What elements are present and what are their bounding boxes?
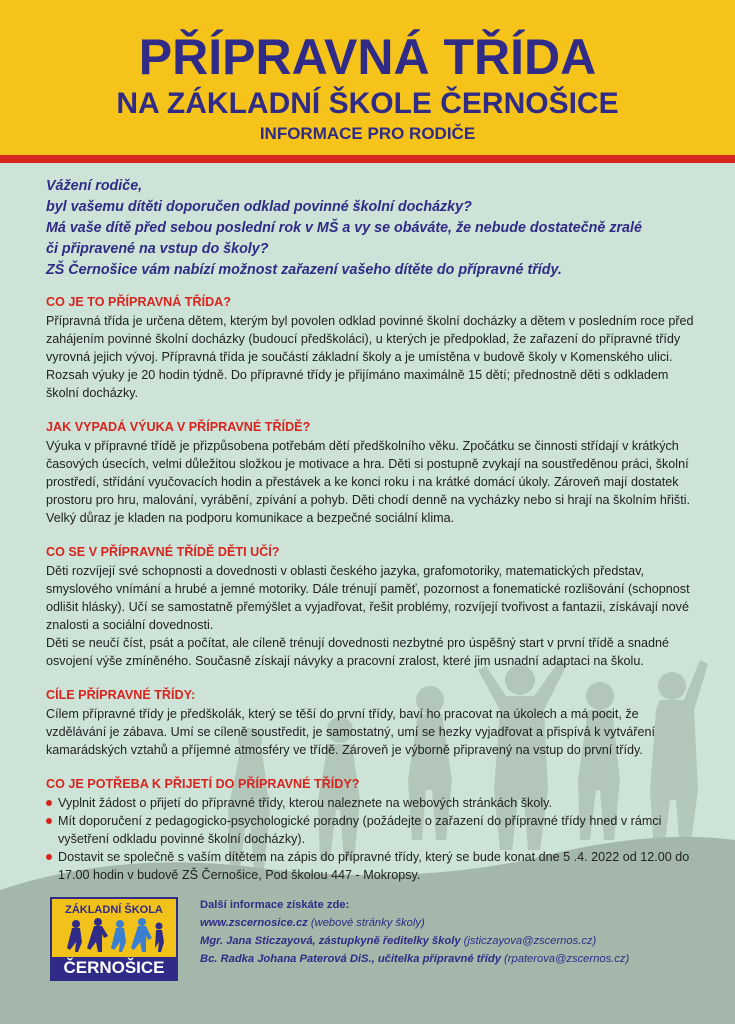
page-title: PŘÍPRAVNÁ TŘÍDA: [138, 29, 597, 85]
section-text: Přípravná třída je určena dětem, kterým byl povolen odklad povinné školní docházky a dětem v posledním roce před zahájením povinné školní docházky (budoucí předškoláci), u kterých je předpoklad, že zařazení do přípravné třídy vyrovná jejich vývoj. Přípravná třída je součástí základní školy a je umístěna v budově školy v Komenského ulici. Rozsah výuky je 20 hodin týdně. Do přípravné třídy je přijímáno maximálně 15 dětí; přednostně děti s odkladem školní docházky.: [46, 314, 694, 400]
contact-info: [200, 896, 700, 968]
intro-line: či připravené na vstup do školy?: [46, 241, 269, 257]
contact-email[interactable]: (jsticzayova@zscernos.cz): [460, 935, 597, 947]
list-item-text: Vyplnit žádost o přijetí do přípravné třídy, kterou naleznete na webových stránkách školy.: [58, 796, 552, 810]
list-item-text: Dostavit se společně s vaším dítětem na zápis do přípravné třídy, který se bude konat dne 5 .4. 2022 od 12.00 do 17.00 hodin v budově ZŠ Černošice, Pod školou 447 - Mokropsy.: [58, 850, 690, 882]
intro-line: ZŠ Černošice vám nabízí možnost zařazení vašeho dítěte do přípravné třídy.: [46, 262, 562, 278]
section-how: [46, 418, 701, 527]
contact-person-1: [200, 932, 700, 950]
section-heading: JAK VYPADÁ VÝUKA V PŘÍPRAVNÉ TŘÍDĚ?: [46, 420, 311, 434]
bullet-icon: [46, 800, 52, 806]
list-item: [46, 812, 701, 848]
website-link[interactable]: www.zscernosice.cz: [200, 917, 308, 929]
intro-text: [46, 176, 696, 281]
section-what-is: [46, 293, 701, 402]
section-goals: [46, 686, 701, 759]
logo-top-text: ZÁKLADNÍ ŠKOLA: [65, 904, 163, 916]
page-tagline: INFORMACE PRO RODIČE: [259, 124, 476, 143]
contact-name: Bc. Radka Johana Paterová DiS., učitelka přípravné třídy: [200, 953, 501, 965]
contact-web: [200, 914, 700, 932]
contact-person-2: [200, 950, 700, 968]
list-item: [46, 848, 701, 884]
main-content: [46, 293, 701, 900]
contacts-heading: Další informace získáte zde:: [200, 899, 350, 911]
list-item: [46, 794, 701, 812]
section-heading: CO JE TO PŘÍPRAVNÁ TŘÍDA?: [46, 295, 231, 309]
header-red-stripe: [0, 155, 735, 163]
school-logo: [50, 897, 178, 981]
section-text: Děti se neučí číst, psát a počítat, ale cíleně trénují dovednosti nezbytné pro úspěšný start v první třídě a snadné osvojení výše zmíněného. Současně získají návyky a pracovní zralost, které jim usnadní adaptaci na školu.: [46, 636, 670, 668]
section-requirements: [46, 775, 701, 884]
contact-name: Mgr. Jana Sticzayová, zástupkyně ředitelky školy: [200, 935, 461, 947]
section-text: Děti rozvíjejí své schopnosti a dovednosti v oblasti českého jazyka, grafomotoriky, matematických představ, smyslového vnímání a hrubé a jemné motoriky. Dále trénují paměť, pozornost a fonematické rozlišování (schopnost odlišit hlásky). Učí se samostatně přemýšlet a vyjadřovat, řešit problémy, rozvíjejí tvořivost a fantazii, získávají nové znalosti a sociální dovednosti.: [46, 564, 690, 632]
page-subtitle: NA ZÁKLADNÍ ŠKOLE ČERNOŠICE: [116, 87, 619, 120]
intro-line: byl vašemu dítěti doporučen odklad povinné školní docházky?: [46, 199, 472, 215]
intro-line: Vážení rodiče,: [46, 178, 143, 194]
logo-bottom-text: ČERNOŠICE: [52, 957, 176, 979]
section-text: Cílem přípravné třídy je předškolák, který se těší do první třídy, baví ho pracovat na úkolech a má pocit, že vzdělávání je zábava. Umí se cíleně soustředit, je samostatný, umí se hezky vyjadřovat a přispívá k vytváření kamarádských vztahů a příjemné atmosféry ve třídě. Zároveň je výborně připravený na vstup do první třídy.: [46, 707, 655, 757]
section-learn: [46, 543, 701, 670]
section-heading: CÍLE PŘÍPRAVNÉ TŘÍDY:: [46, 688, 196, 702]
requirements-list: [46, 794, 701, 884]
intro-line: Má vaše dítě před sebou poslední rok v MŠ a vy se obáváte, že nebude dostatečně zralé: [46, 220, 642, 236]
section-heading: CO JE POTŘEBA K PŘIJETÍ DO PŘÍPRAVNÉ TŘÍDY?: [46, 777, 360, 791]
list-item-text: Mít doporučení z pedagogicko-psychologické poradny (požádejte o zařazení do přípravné třídy hned v rámci vyšetření odkladu povinné školní docházky).: [58, 814, 662, 846]
contact-email[interactable]: (rpaterova@zscernos.cz): [500, 953, 630, 965]
logo-kids-icon: [62, 916, 166, 956]
bullet-icon: [46, 818, 52, 824]
website-note: (webové stránky školy): [307, 917, 425, 929]
section-heading: CO SE V PŘÍPRAVNÉ TŘÍDĚ DĚTI UČÍ?: [46, 545, 280, 559]
section-text: Výuka v přípravné třídě je přizpůsobena potřebám dětí předškolního věku. Zpočátku se činnosti střídají v krátkých časových úsecích, velmi důležitou složkou je motivace a hra. Děti si postupně zvykají na soustředěnou práci, školní prostředí, střídání vyučovacích hodin a přestávek a ke konci roku i na krátké domácí úkoly. Zároveň mají dostatek prostoru pro hru, malování, vyrábění, zpívání a pohyb. Děti chodí denně na vycházky nebo si hrají na školním hřišti. Velký důraz je kladen na podporu komunikace a bezpečné sociální klima.: [46, 439, 691, 525]
bullet-icon: [46, 854, 52, 860]
